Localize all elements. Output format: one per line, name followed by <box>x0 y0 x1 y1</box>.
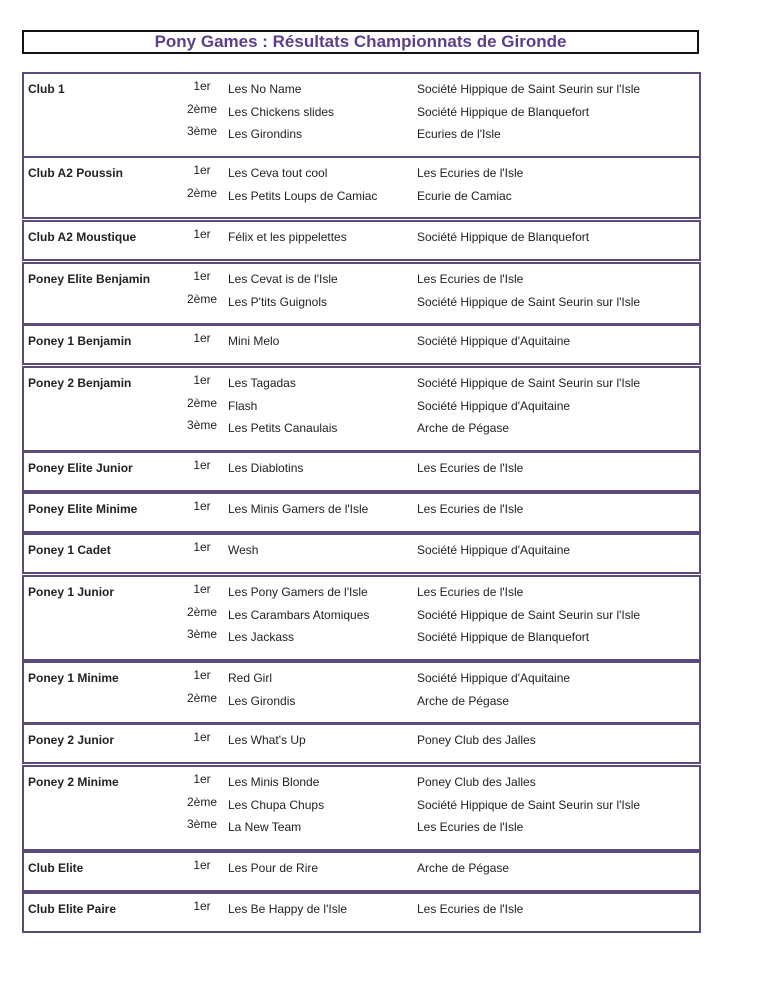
team-name: Les No Name <box>228 82 302 96</box>
team-name: Les Girondins <box>228 127 303 141</box>
club-name: Arche de Pégase <box>417 861 510 875</box>
team-name: Wesh <box>228 543 259 557</box>
club-name: Ecuries de l'Isle <box>417 127 501 141</box>
result-row <box>24 126 699 144</box>
result-row <box>24 165 699 183</box>
category-label: Poney 1 Cadet <box>28 543 111 557</box>
result-group <box>22 723 701 764</box>
team-name: Les Petits Loups de Camiac <box>228 188 378 203</box>
rank: 2ème <box>186 185 218 200</box>
team-name: Flash <box>228 398 258 413</box>
result-row <box>24 81 699 99</box>
team-name: Les Petits Canaulais <box>228 421 338 435</box>
result-row <box>24 629 699 647</box>
team-name: Les Pour de Rire <box>228 861 319 875</box>
category-label: Poney Elite Benjamin <box>28 272 151 286</box>
club-name: Société Hippique de Saint Seurin sur l'Isle <box>417 294 641 309</box>
team-name: Les Tagadas <box>228 376 296 390</box>
team-name: Red Girl <box>228 671 273 685</box>
result-row <box>24 604 699 625</box>
result-row <box>24 732 699 750</box>
result-row <box>24 501 699 519</box>
club-name: Ecurie de Camiac <box>417 188 512 203</box>
rank: 2ème <box>186 291 218 306</box>
result-row <box>24 584 699 602</box>
team-name: Les Minis Blonde <box>228 775 320 789</box>
result-row <box>24 333 699 351</box>
result-row <box>24 542 699 560</box>
team-name: Les Diablotins <box>228 461 304 475</box>
result-group <box>22 661 701 724</box>
rank: 2ème <box>186 690 218 705</box>
rank: 1er <box>193 668 211 682</box>
category-label: Poney Elite Minime <box>28 502 138 516</box>
team-name: Les Minis Gamers de l'Isle <box>228 502 369 516</box>
category-label: Poney 1 Junior <box>28 585 115 599</box>
result-group <box>22 451 701 492</box>
team-name: Les Jackass <box>228 630 295 644</box>
club-name: Les Ecuries de l'Isle <box>417 820 524 834</box>
result-group <box>22 492 701 533</box>
category-label: Poney 2 Minime <box>28 775 119 789</box>
page-title: Pony Games : Résultats Championnats de Gironde <box>22 30 699 54</box>
category-label: Club Elite Paire <box>28 902 117 916</box>
club-name: Société Hippique d'Aquitaine <box>417 543 571 557</box>
rank: 2ème <box>186 395 218 410</box>
result-row <box>24 774 699 792</box>
rank: 1er <box>193 499 211 513</box>
club-name: Société Hippique de Saint Seurin sur l'Isle <box>417 376 641 390</box>
result-group <box>22 220 701 261</box>
result-group <box>22 324 701 365</box>
team-name: Les Pony Gamers de l'Isle <box>228 585 368 599</box>
rank: 3ème <box>186 817 218 831</box>
rank: 2ème <box>186 794 218 809</box>
category-label: Club A2 Moustique <box>28 230 137 244</box>
club-name: Société Hippique de Blanquefort <box>417 104 590 119</box>
team-name: Mini Melo <box>228 334 280 348</box>
result-group <box>22 892 701 933</box>
club-name: Les Ecuries de l'Isle <box>417 502 524 516</box>
rank: 1er <box>193 540 211 554</box>
team-name: Les Girondis <box>228 693 296 708</box>
result-group <box>22 851 701 892</box>
category-label: Poney 1 Minime <box>28 671 119 685</box>
club-name: Poney Club des Jalles <box>417 733 536 747</box>
result-row <box>24 460 699 478</box>
category-label: Club 1 <box>28 82 65 96</box>
result-row <box>24 860 699 878</box>
rank: 2ème <box>186 101 218 116</box>
result-row <box>24 901 699 919</box>
rank: 1er <box>193 331 211 345</box>
club-name: Les Ecuries de l'Isle <box>417 585 524 599</box>
result-row <box>24 395 699 416</box>
rank: 1er <box>193 458 211 472</box>
rank: 1er <box>193 79 211 93</box>
rank: 1er <box>193 772 211 786</box>
result-row <box>24 101 699 122</box>
category-label: Poney 2 Benjamin <box>28 376 132 390</box>
rank: 1er <box>193 582 211 596</box>
category-label: Poney 2 Junior <box>28 733 115 747</box>
rank: 2ème <box>186 604 218 619</box>
team-name: Les Ceva tout cool <box>228 166 328 180</box>
result-group <box>22 262 701 325</box>
club-name: Arche de Pégase <box>417 693 510 708</box>
result-group <box>22 366 701 452</box>
result-group <box>22 765 701 851</box>
rank: 3ème <box>186 627 218 641</box>
rank: 1er <box>193 858 211 872</box>
club-name: Les Ecuries de l'Isle <box>417 272 524 286</box>
result-row <box>24 819 699 837</box>
team-name: Les Carambars Atomiques <box>228 607 370 622</box>
team-name: Félix et les pippelettes <box>228 230 347 244</box>
club-name: Société Hippique de Saint Seurin sur l'Isle <box>417 82 641 96</box>
rank: 1er <box>193 163 211 177</box>
club-name: Société Hippique de Blanquefort <box>417 630 590 644</box>
team-name: Les Chupa Chups <box>228 797 325 812</box>
club-name: Société Hippique d'Aquitaine <box>417 334 571 348</box>
club-name: Société Hippique d'Aquitaine <box>417 398 571 413</box>
rank: 1er <box>193 373 211 387</box>
category-label: Poney Elite Junior <box>28 461 133 475</box>
category-label: Poney 1 Benjamin <box>28 334 132 348</box>
result-group <box>22 72 701 158</box>
rank: 1er <box>193 227 211 241</box>
team-name: Les Chickens slides <box>228 104 335 119</box>
club-name: Société Hippique de Saint Seurin sur l'Isle <box>417 607 641 622</box>
result-row <box>24 670 699 688</box>
category-label: Club Elite <box>28 861 84 875</box>
result-row <box>24 420 699 438</box>
category-label: Club A2 Poussin <box>28 166 123 180</box>
rank: 3ème <box>186 418 218 432</box>
result-row <box>24 375 699 393</box>
result-row <box>24 185 699 206</box>
result-group <box>22 533 701 574</box>
rank: 3ème <box>186 124 218 138</box>
team-name: Les What's Up <box>228 733 306 747</box>
rank: 1er <box>193 269 211 283</box>
club-name: Société Hippique de Blanquefort <box>417 230 590 244</box>
club-name: Arche de Pégase <box>417 421 510 435</box>
team-name: Les Be Happy de l'Isle <box>228 902 348 916</box>
team-name: La New Team <box>228 820 302 834</box>
result-group <box>22 575 701 661</box>
team-name: Les P'tits Guignols <box>228 294 328 309</box>
result-group <box>22 156 701 219</box>
result-row <box>24 794 699 815</box>
result-row <box>24 690 699 711</box>
team-name: Les Cevat is de l'Isle <box>228 272 338 286</box>
club-name: Les Ecuries de l'Isle <box>417 166 524 180</box>
rank: 1er <box>193 899 211 913</box>
club-name: Société Hippique de Saint Seurin sur l'Isle <box>417 797 641 812</box>
club-name: Société Hippique d'Aquitaine <box>417 671 571 685</box>
club-name: Les Ecuries de l'Isle <box>417 461 524 475</box>
club-name: Poney Club des Jalles <box>417 775 536 789</box>
club-name: Les Ecuries de l'Isle <box>417 902 524 916</box>
rank: 1er <box>193 730 211 744</box>
result-row <box>24 291 699 312</box>
result-row <box>24 271 699 289</box>
result-row <box>24 229 699 247</box>
